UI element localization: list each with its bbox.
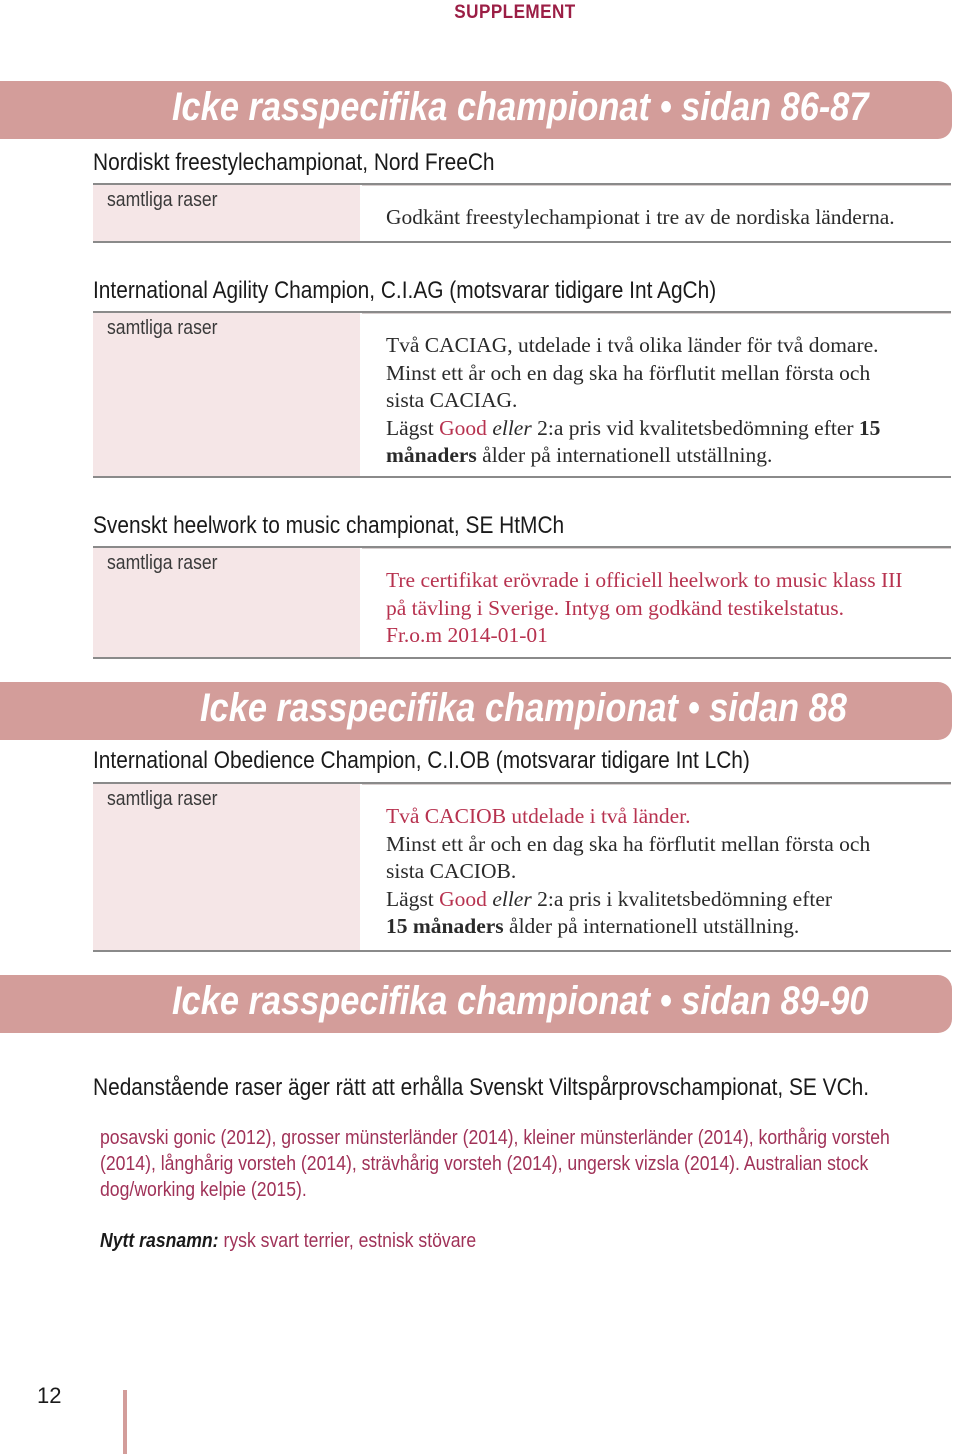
page-number: 12	[37, 1383, 62, 1408]
vch-heading: Nedanstående raser äger rätt att erhålla Svenskt Viltspårprovschampionat, SE VCh.	[93, 1074, 870, 1101]
requirements-cell	[362, 548, 951, 657]
section-banner-89-90	[0, 975, 952, 1033]
grade-good: Good	[439, 886, 487, 911]
requirement-line: sista CACIAG.	[386, 388, 518, 412]
requirement-line-grade: Lägst Good eller 2:a pris vid kvalitetsbedömning efter 15	[386, 415, 881, 440]
requirements-text	[386, 204, 943, 232]
requirement-line: Två CACIAG, utdelade i två olika länder för två domare.	[386, 333, 879, 357]
breeds-cell	[93, 185, 360, 241]
requirement-line: Minst ett år och en dag ska ha förflutit mellan första och	[386, 831, 871, 856]
requirement-line: Tre certifikat erövrade i officiell heelwork to music klass III	[386, 568, 903, 592]
breeds-label: samtliga raser	[107, 317, 218, 339]
entry-table-ciob	[93, 782, 951, 952]
requirement-line: månaders ålder på internationell utställning.	[386, 443, 773, 467]
requirement-line-grade: Lägst Good eller 2:a pris i kvalitetsbedömning efter	[386, 886, 833, 911]
requirement-line: Två CACIOB utdelade i två länder.	[386, 804, 691, 828]
breeds-label: samtliga raser	[107, 788, 218, 810]
requirements-cell	[362, 784, 951, 950]
breeds-label: samtliga raser	[107, 552, 218, 574]
breeds-cell	[93, 548, 360, 657]
banner-title: Icke rasspecifika championat • sidan 88	[200, 686, 847, 730]
requirements-cell	[362, 313, 951, 476]
footer-rule	[123, 1390, 127, 1454]
section-banner-88	[0, 682, 952, 740]
section-banner-86-87	[0, 81, 952, 139]
banner-title: Icke rasspecifika championat • sidan 86-87	[172, 85, 869, 129]
breeds-label: samtliga raser	[107, 189, 218, 211]
entry-title-ciag: International Agility Champion, C.I.AG (motsvarar tidigare Int AgCh)	[93, 277, 717, 304]
requirements-cell	[362, 185, 951, 241]
entry-table-ciag	[93, 311, 951, 478]
entry-table-nordfreech	[93, 183, 951, 243]
requirement-line: sista CACIOB.	[386, 859, 517, 883]
breeds-cell	[93, 784, 360, 950]
requirements-text	[386, 567, 943, 650]
requirement-line: Godkänt freestylechampionat i tre av de nordiska länderna.	[386, 205, 895, 229]
new-names-value: rysk svart terrier, estnisk stövare	[218, 1229, 477, 1252]
new-names-label: Nytt rasnamn:	[100, 1229, 219, 1252]
breeds-cell	[93, 313, 360, 476]
entry-title-nordfreech: Nordiskt freestylechampionat, Nord FreeCh	[93, 149, 495, 176]
requirement-line: 15 månaders ålder på internationell utställning.	[386, 914, 800, 938]
requirement-line: Fr.o.m 2014-01-01	[386, 623, 548, 647]
new-breed-names	[100, 1229, 476, 1253]
entry-title-htmch: Svenskt heelwork to music championat, SE HtMCh	[93, 512, 565, 539]
vch-breed-list: posavski gonic (2012), grosser münsterländer (2014), kleiner münsterländer (2014), korthårig vorsteh (2014), långhårig vorsteh (2014), strävhårig vorsteh (2014), ungersk vizsla (2014). Australian stock dog/working kelpie (2015).	[100, 1126, 890, 1201]
requirement-line: Minst ett år och en dag ska ha förflutit mellan första och	[386, 360, 871, 385]
requirements-text	[386, 803, 943, 941]
entry-title-ciob: International Obedience Champion, C.I.OB (motsvarar tidigare Int LCh)	[93, 747, 750, 774]
requirements-text	[386, 332, 943, 470]
entry-table-htmch	[93, 546, 951, 659]
grade-good: Good	[439, 415, 487, 440]
requirement-line: på tävling i Sverige. Intyg om godkänd testikelstatus.	[386, 595, 844, 620]
banner-title: Icke rasspecifika championat • sidan 89-90	[172, 979, 869, 1023]
supplement-label: SUPPLEMENT	[454, 2, 576, 23]
